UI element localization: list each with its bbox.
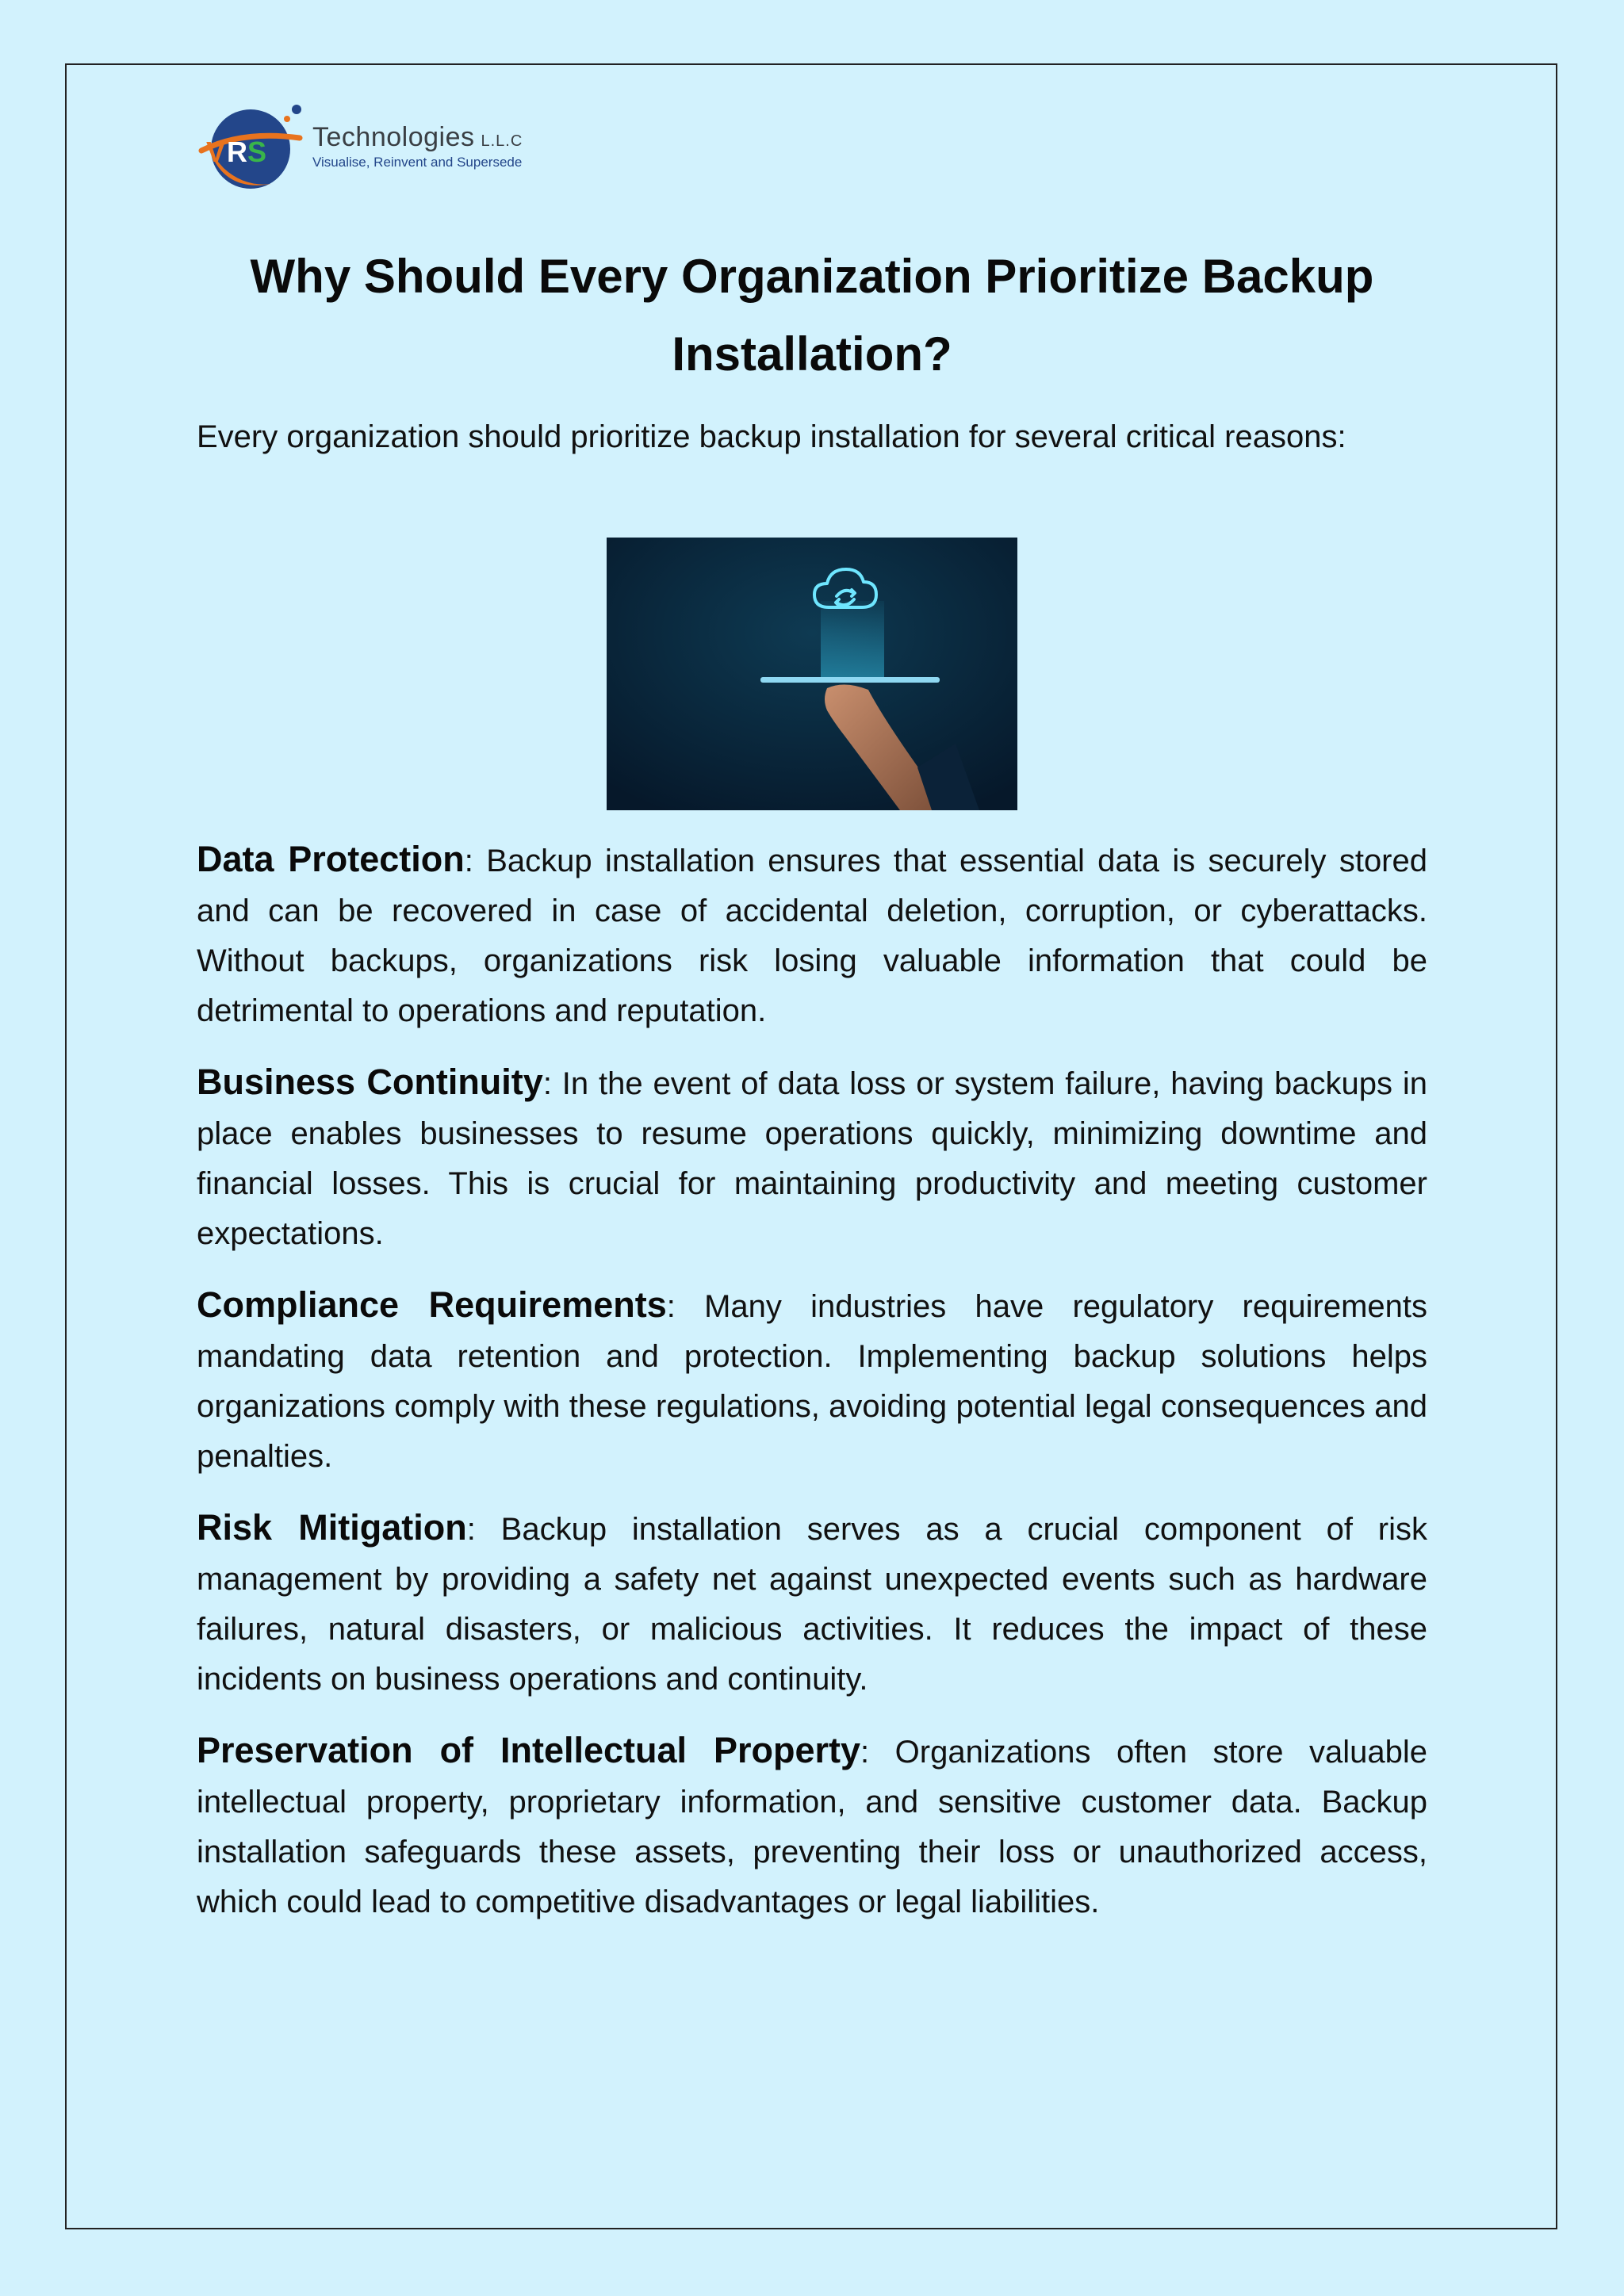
reason-heading: Data Protection bbox=[197, 839, 465, 879]
reason-preservation-of-ip bbox=[197, 1725, 1427, 1927]
cloud-backup-image bbox=[607, 538, 1017, 810]
page-title: Why Should Every Organization Prioritize Backup Installation? bbox=[250, 250, 1374, 381]
light-beam bbox=[821, 601, 884, 680]
reason-text: : Many industries have regulatory requirements mandating data retention and protection. Implementing backup solutions helps organizations comply with these regulations, avoiding potential legal consequences and penalties. bbox=[197, 1289, 1427, 1474]
logo-mark-v: V bbox=[206, 136, 226, 168]
intro-paragraph: Every organization should prioritize backup installation for several critical reasons: bbox=[197, 419, 1346, 454]
reason-business-continuity bbox=[197, 1057, 1427, 1259]
reasons-list bbox=[197, 834, 1427, 1948]
logo-mark-r: R bbox=[227, 136, 247, 168]
glass-tablet bbox=[760, 677, 940, 683]
company-logo bbox=[195, 98, 560, 193]
logo-wordmark bbox=[312, 122, 523, 170]
reason-text: : Organizations often store valuable intellectual property, proprietary information, and sensitive customer data. Backup installation safeguards these assets, preventing their loss or unauthorized access, which could lead to competitive disadvantages or legal liabilities. bbox=[197, 1735, 1428, 1919]
logo-suffix: L.L.C bbox=[481, 132, 523, 150]
reason-heading: Risk Mitigation bbox=[197, 1507, 467, 1548]
reason-compliance-requirements bbox=[197, 1280, 1427, 1482]
reason-data-protection bbox=[197, 834, 1427, 1036]
globe-logo-icon bbox=[195, 98, 312, 193]
logo-name: Technologies bbox=[312, 122, 475, 152]
reason-heading: Business Continuity bbox=[197, 1062, 543, 1102]
reason-heading: Preservation of Intellectual Property bbox=[197, 1730, 861, 1770]
reason-text: : Backup installation ensures that essential data is securely stored and can be recovered in case of accidental deletion, corruption, or cyberattacks. Without backups, organizations risk losing valuable information that could be detrimental to operations and reputation. bbox=[197, 844, 1427, 1028]
reason-text: : Backup installation serves as a crucial component of risk management by providing a safety net against unexpected events such as hardware failures, natural disasters, or malicious activities. It reduces the impact of these incidents on business operations and continuity. bbox=[197, 1512, 1427, 1697]
logo-tagline: Visualise, Reinvent and Supersede bbox=[312, 155, 523, 170]
reason-text: : In the event of data loss or system failure, having backups in place enables businesses to resume operations quickly, minimizing downtime and financial losses. This is crucial for maintaining productivity and meeting customer expectations. bbox=[197, 1066, 1427, 1251]
reason-heading: Compliance Requirements bbox=[197, 1284, 667, 1325]
logo-mark-s: S bbox=[247, 136, 267, 168]
reason-risk-mitigation bbox=[197, 1502, 1427, 1705]
